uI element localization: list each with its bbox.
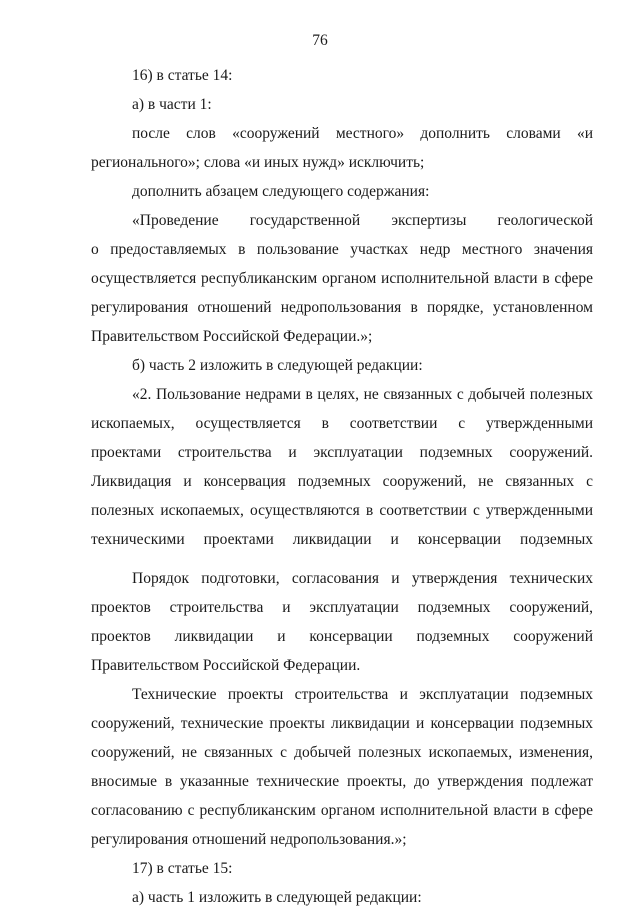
text-line: Технические проекты строительства и эксплуатации подземных	[132, 686, 593, 703]
text-line: сооружений, не связанных с добычей полезных ископаемых, изменения,	[91, 744, 593, 761]
text-line: Порядок подготовки, согласования и утверждения технических	[132, 570, 593, 587]
text-line: Правительством Российской Федерации.	[91, 657, 361, 674]
text-line: «2. Пользование недрами в целях, не связанных с добычей полезных	[132, 386, 593, 403]
text-line: полезных ископаемых, осуществляются в соответствии с утвержденными	[91, 502, 593, 519]
text-line: проектами строительства и эксплуатации подземных сооружений.	[91, 444, 593, 461]
text-line: Правительством Российской Федерации.»;	[91, 328, 373, 345]
page-number: 76	[312, 32, 328, 49]
text-line: дополнить абзацем следующего содержания:	[132, 183, 430, 200]
text-line: а) в части 1:	[132, 96, 212, 113]
text-line: регионального»; слова «и иных нужд» исключить;	[91, 154, 425, 171]
text-line: а) часть 1 изложить в следующей редакции:	[132, 889, 422, 906]
text-line: 17) в статье 15:	[132, 860, 233, 877]
text-line: регулирования отношений недропользования в порядке, установленном	[91, 299, 593, 316]
text-line: согласованию с республиканским органом исполнительной власти в сфере	[91, 802, 593, 819]
text-line: проектов ликвидации и консервации подземных сооружений	[91, 628, 593, 645]
text-line: проектов строительства и эксплуатации подземных сооружений,	[91, 599, 593, 616]
text-line: Ликвидация и консервация подземных сооружений, не связанных с	[91, 473, 593, 490]
text-line: вносимые в указанные технические проекты, до утверждения подлежат	[91, 773, 593, 790]
text-line: после слов «сооружений местного» дополнить словами «и	[132, 125, 593, 142]
text-line: техническими проектами ликвидации и консервации подземных	[91, 531, 593, 548]
text-line: осуществляется республиканским органом исполнительной власти в сфере	[91, 270, 593, 287]
text-line: сооружений, технические проекты ликвидации и консервации подземных	[91, 715, 593, 732]
text-line: о предоставляемых в пользование участках недр местного значения	[91, 241, 593, 258]
text-line: б) часть 2 изложить в следующей редакции:	[132, 357, 423, 374]
text-line: 16) в статье 14:	[132, 67, 233, 84]
text-line: регулирования отношений недропользования.»;	[91, 831, 407, 848]
text-line: ископаемых, осуществляется в соответствии с утвержденными	[91, 415, 593, 432]
text-line: «Проведение государственной экспертизы геологической	[132, 212, 593, 229]
